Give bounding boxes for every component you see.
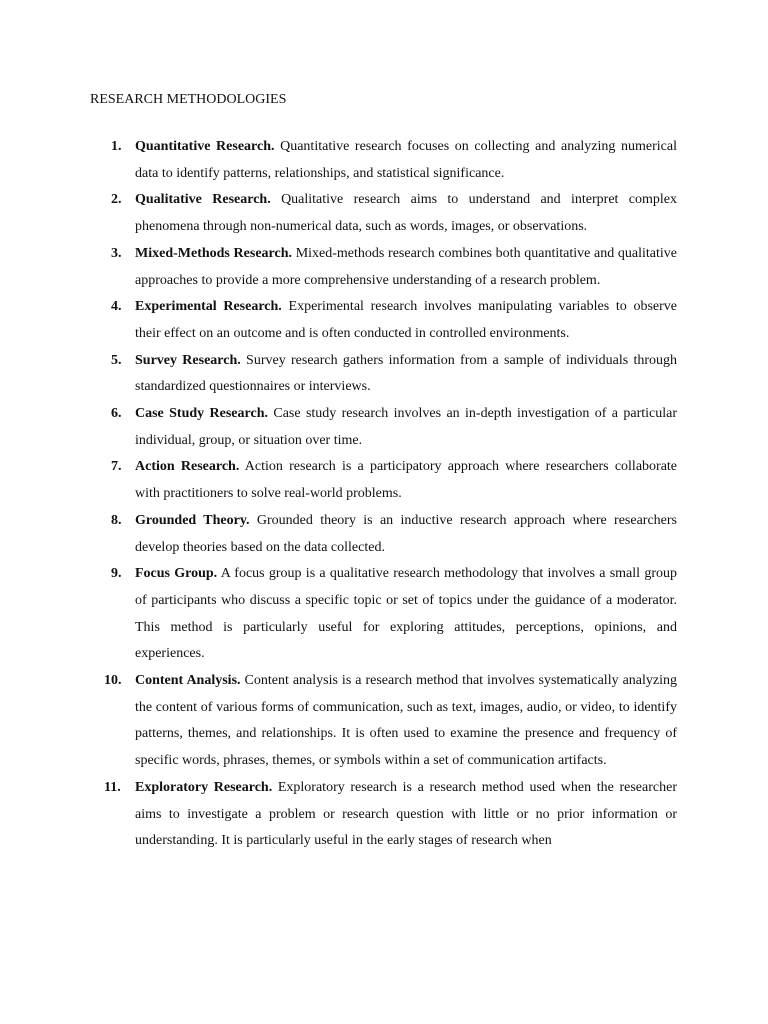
item-number: 10. [104,673,122,689]
methodology-list [90,134,677,855]
item-text: Quantitative research focuses on collecting and analyzing numerical data to identify patterns, relationships, and statistical significance. [135,139,677,181]
list-item [90,561,677,668]
item-number: 2. [111,192,122,208]
list-item [90,401,677,454]
list-item [90,508,677,561]
item-number: 9. [111,566,122,582]
item-text: Grounded theory is an inductive research approach where researchers develop theories based on the data collected. [135,512,677,555]
item-term: Grounded Theory. [135,512,250,528]
item-term: Action Research. [135,459,240,475]
item-term: Survey Research. [135,352,241,368]
item-text: Action research is a participatory approach where researchers collaborate with practitioners to solve real-world problems. [135,459,678,502]
item-text: Survey research gathers information from a sample of individuals through standardized questionnaires or interviews. [135,352,677,395]
item-term: Qualitative Research. [135,192,271,208]
item-number: 8. [111,512,122,528]
list-item [90,134,677,187]
item-number: 5. [111,352,122,368]
list-item [90,775,677,855]
item-text: A focus group is a qualitative research methodology that involves a small group of participants who discuss a specific topic or set of topics under the guidance of a moderator. This method is particularly useful for exploring attitudes, perceptions, opinions, and experiences. [135,566,677,662]
item-number: 7. [111,459,122,475]
item-text: Content analysis is a research method that involves systematically analyzing the content of various forms of communication, such as text, images, audio, or video, to identify patterns, themes, and relationships. It is often used to examine the presence and frequency of specific words, phrases, themes, or symbols within a set of communication artifacts. [135,673,677,769]
item-number: 3. [111,245,122,261]
item-text: Case study research involves an in-depth investigation of a particular individual, group, or situation over time. [135,406,678,448]
item-term: Case Study Research. [135,406,268,422]
list-item [90,241,677,294]
list-item [90,348,677,401]
item-term: Content Analysis. [135,673,241,689]
list-item [90,454,677,507]
item-text: Qualitative research aims to understand and interpret complex phenomena through non-numerical data, such as words, images, or observations. [135,192,677,235]
page-title: RESEARCH METHODOLOGIES [90,92,287,107]
item-text: Mixed-methods research combines both quantitative and qualitative approaches to provide a more comprehensive understanding of a research problem. [135,245,678,288]
item-term: Experimental Research. [135,299,282,315]
item-term: Mixed-Methods Research. [135,245,293,261]
item-number: 4. [111,299,122,315]
item-text: Exploratory research is a research method used when the researcher aims to investigate a problem or research question with little or no prior information or understanding. It is particularly useful in the early stages of research when [135,779,677,849]
item-number: 11. [104,779,121,795]
item-term: Exploratory Research. [135,779,273,795]
list-item [90,668,677,775]
item-number: 1. [111,139,122,154]
item-text: Experimental research involves manipulating variables to observe their effect on an outcome and is often conducted in controlled environments. [135,299,678,341]
list-item [90,187,677,240]
item-term: Quantitative Research. [135,139,275,154]
item-number: 6. [111,406,122,422]
list-item [90,294,677,347]
item-term: Focus Group. [135,566,218,582]
